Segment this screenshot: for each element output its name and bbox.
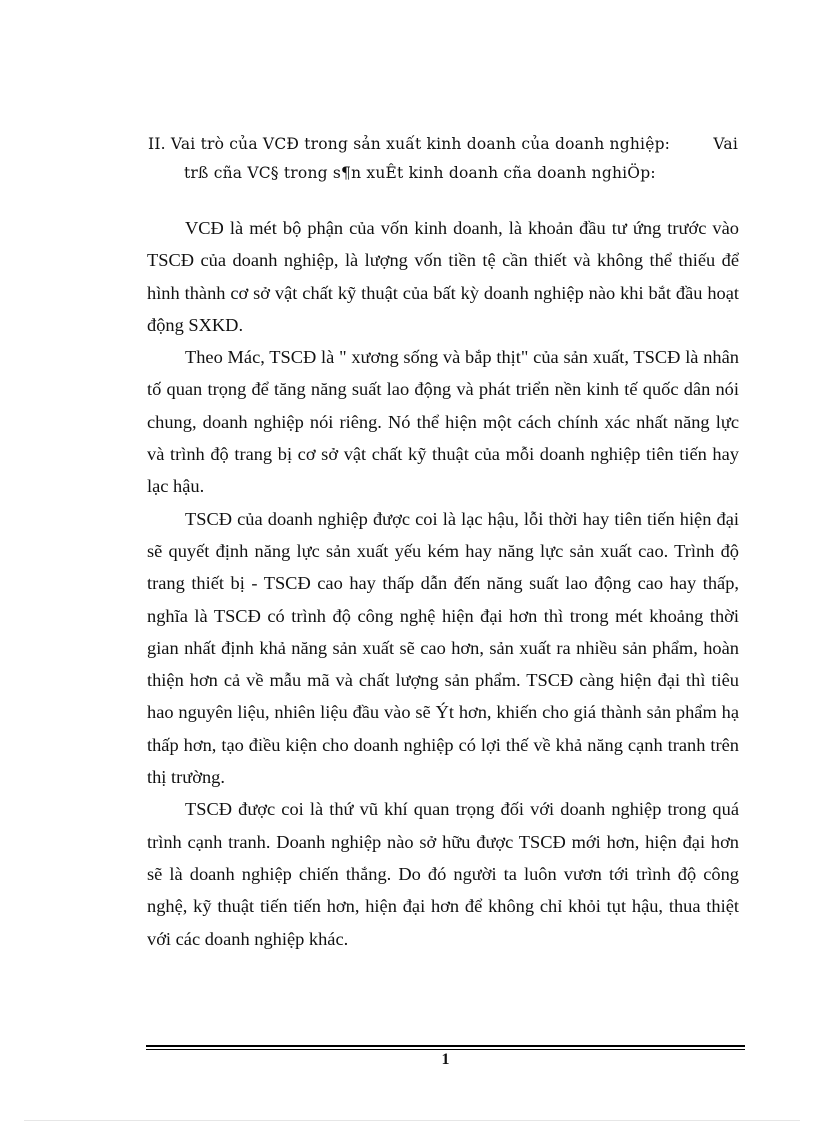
section-heading-line-1 bbox=[148, 130, 738, 159]
paragraph-4: TSCĐ được coi là thứ vũ khí quan trọng đối với doanh nghiệp trong quá trình cạnh tranh. Doanh nghiệp nào sở hữu được TSCĐ mới hơn, hiện đại hơn sẽ là doanh nghiệp chiến thắng. Do đó người ta luôn vươn tới trình độ công nghệ, kỹ thuật tiến tiến hơn, hiện đại hơn để không chỉ khỏi tụt hậu, thua thiệt với các doanh nghiệp khác. bbox=[147, 799, 739, 949]
section-heading bbox=[148, 130, 738, 188]
paragraph-3: TSCĐ của doanh nghiệp được coi là lạc hậu, lỗi thời hay tiên tiến hiện đại sẽ quyết định năng lực sản xuất yếu kém hay năng lực sản xuất cao. Trình độ trang thiết bị - TSCĐ cao hay thấp dẫn đến năng suất lao động cao hay thấp, nghĩa là TSCĐ có trình độ công nghệ hiện đại hơn thì trong mét khoảng thời gian nhất định khả năng sản xuất sẽ cao hơn, sản xuất ra nhiều sản phẩm, hoàn thiện hơn cả về mẫu mã và chất lượng sản phẩm. TSCĐ càng hiện đại thì tiêu hao nguyên liệu, nhiên liệu đầu vào sẽ Ýt hơn, khiến cho giá thành sản phẩm hạ thấp hơn, tạo điều kiện cho doanh nghiệp có lợi thế về khả năng cạnh tranh trên thị trường. bbox=[147, 508, 739, 788]
section-heading-line-2: trß cña VC§ trong s¶n xuÊt kinh doanh cña doanh nghiÖp: bbox=[184, 164, 656, 182]
section-heading-tail: Vai bbox=[713, 135, 738, 153]
page-bottom-divider bbox=[24, 1120, 800, 1121]
body-text bbox=[147, 212, 739, 955]
page-number: 1 bbox=[441, 1051, 450, 1068]
paragraph-1: VCĐ là mét bộ phận của vốn kinh doanh, là khoản đầu tư ứng trước vào TSCĐ của doanh nghiệp, là lượng vốn tiền tệ cần thiết và không thể thiếu để hình thành cơ sở vật chất kỹ thuật của bất kỳ doanh nghiệp nào khi bắt đầu hoạt động SXKD. bbox=[147, 218, 739, 335]
section-heading-title: II. Vai trò của VCĐ trong sản xuất kinh doanh của doanh nghiệp: bbox=[148, 135, 671, 153]
footer-rule bbox=[146, 1045, 745, 1050]
paragraph-2: Theo Mác, TSCĐ là " xương sống và bắp thịt" của sản xuất, TSCĐ là nhân tố quan trọng để tăng năng suất lao động và phát triển nền kinh tế quốc dân nói chung, doanh nghiệp nói riêng. Nó thể hiện một cách chính xác nhất năng lực và trình độ trang bị cơ sở vật chất kỹ thuật của mỗi doanh nghiệp tiên tiến hay lạc hậu. bbox=[147, 347, 739, 497]
